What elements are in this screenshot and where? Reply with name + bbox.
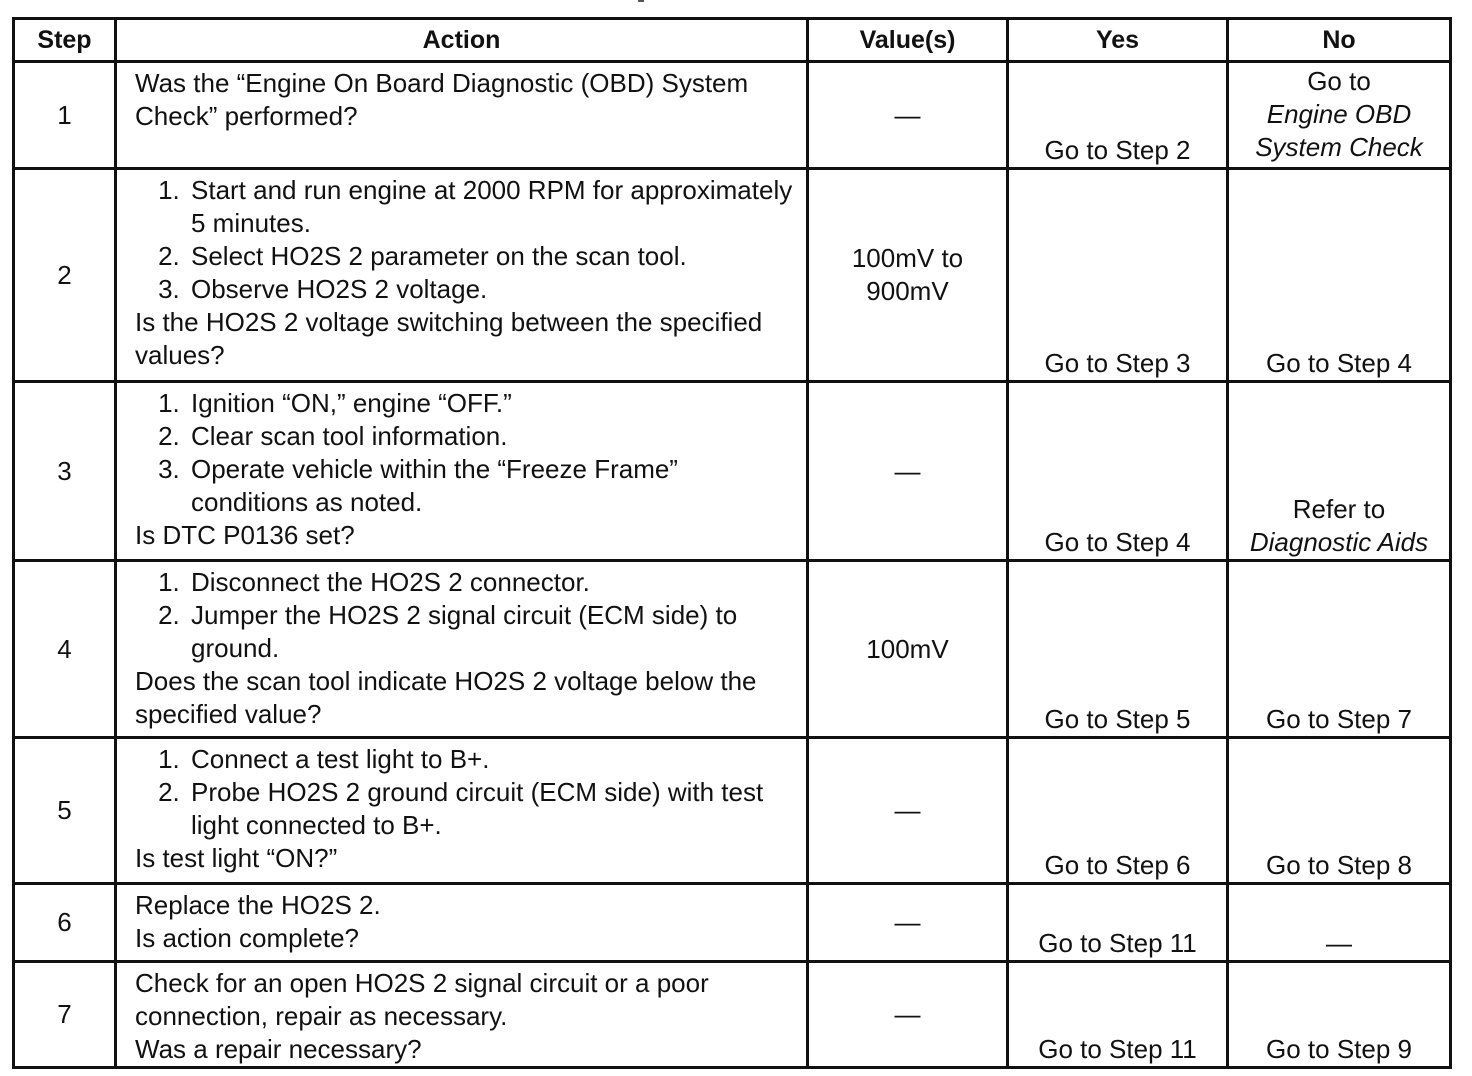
- table-row: [14, 169, 1451, 382]
- procedure-item: 2. Jumper the HO2S 2 signal circuit (ECM side) to ground.: [187, 599, 796, 665]
- procedure-list: [135, 566, 796, 665]
- step-number: 7: [14, 962, 116, 1068]
- header-action: Action: [116, 19, 808, 62]
- action-question: Is DTC P0136 set?: [135, 520, 355, 550]
- action-cell: [116, 382, 808, 561]
- step-number: 2: [14, 169, 116, 382]
- table-row: [14, 382, 1451, 561]
- procedure-item: 2. Clear scan tool information.: [187, 420, 796, 453]
- yes-cell: Go to Step 2: [1008, 62, 1228, 169]
- table-row: [14, 62, 1451, 169]
- no-reference: Diagnostic Aids: [1249, 527, 1429, 557]
- action-question: Does the scan tool indicate HO2S 2 voltage below the specified value?: [135, 666, 757, 729]
- procedure-list: [135, 743, 796, 842]
- no-text: Go to: [1307, 66, 1371, 96]
- diagnostic-table: [12, 17, 1452, 1069]
- procedure-item: 1. Connect a test light to B+.: [187, 743, 796, 776]
- step-number: 5: [14, 738, 116, 884]
- step-number: 3: [14, 382, 116, 561]
- action-question: Is action complete?: [135, 923, 360, 953]
- value-cell: —: [808, 62, 1008, 169]
- header-step: Step: [14, 19, 116, 62]
- table-row: [14, 884, 1451, 962]
- procedure-item: 1. Disconnect the HO2S 2 connector.: [187, 566, 796, 599]
- action-text: Replace the HO2S 2.: [135, 890, 381, 920]
- procedure-item: 3. Observe HO2S 2 voltage.: [187, 273, 796, 306]
- action-cell: [116, 62, 808, 169]
- yes-cell: Go to Step 11: [1008, 962, 1228, 1068]
- no-cell: —: [1228, 884, 1451, 962]
- action-question: Was a repair necessary?: [135, 1034, 422, 1064]
- procedure-list: [135, 387, 796, 519]
- value-cell: [808, 169, 1008, 382]
- header-values: Value(s): [808, 19, 1008, 62]
- yes-cell: Go to Step 6: [1008, 738, 1228, 884]
- value-cell: —: [808, 884, 1008, 962]
- table-row: [14, 738, 1451, 884]
- no-cell: [1228, 62, 1451, 169]
- value-cell: —: [808, 738, 1008, 884]
- header-yes: Yes: [1008, 19, 1228, 62]
- page-mark: [638, 0, 644, 2]
- action-cell: [116, 561, 808, 738]
- procedure-item: 1. Start and run engine at 2000 RPM for approximately 5 minutes.: [187, 174, 796, 240]
- action-cell: [116, 169, 808, 382]
- no-cell: [1228, 382, 1451, 561]
- no-cell: Go to Step 9: [1228, 962, 1451, 1068]
- procedure-item: 3. Operate vehicle within the “Freeze Frame” conditions as noted.: [187, 453, 796, 519]
- value-cell: 100mV: [808, 561, 1008, 738]
- action-text: Was the “Engine On Board Diagnostic (OBD) System Check” performed?: [135, 68, 749, 131]
- no-text: Refer to: [1292, 494, 1386, 524]
- action-question: Is test light “ON?”: [135, 843, 338, 873]
- action-text: Check for an open HO2S 2 signal circuit or a poor connection, repair as necessary.: [135, 968, 709, 1031]
- procedure-list: [135, 174, 796, 306]
- table-row: [14, 561, 1451, 738]
- action-cell: [116, 962, 808, 1068]
- procedure-item: 2. Probe HO2S 2 ground circuit (ECM side) with test light connected to B+.: [187, 776, 796, 842]
- no-reference: System Check: [1255, 132, 1423, 162]
- value-text: 900mV: [866, 276, 949, 306]
- header-row: [14, 19, 1451, 62]
- procedure-item: 1. Ignition “ON,” engine “OFF.”: [187, 387, 796, 420]
- header-no: No: [1228, 19, 1451, 62]
- action-cell: [116, 884, 808, 962]
- action-cell: [116, 738, 808, 884]
- value-cell: —: [808, 382, 1008, 561]
- yes-cell: Go to Step 3: [1008, 169, 1228, 382]
- value-text: 100mV to: [851, 243, 964, 273]
- no-cell: Go to Step 8: [1228, 738, 1451, 884]
- step-number: 4: [14, 561, 116, 738]
- no-reference: Engine OBD: [1266, 99, 1412, 129]
- procedure-item: 2. Select HO2S 2 parameter on the scan tool.: [187, 240, 796, 273]
- yes-cell: Go to Step 5: [1008, 561, 1228, 738]
- yes-cell: Go to Step 4: [1008, 382, 1228, 561]
- step-number: 1: [14, 62, 116, 169]
- table-row: [14, 962, 1451, 1068]
- action-question: Is the HO2S 2 voltage switching between the specified values?: [135, 307, 763, 370]
- no-cell: Go to Step 7: [1228, 561, 1451, 738]
- value-cell: —: [808, 962, 1008, 1068]
- yes-cell: Go to Step 11: [1008, 884, 1228, 962]
- step-number: 6: [14, 884, 116, 962]
- no-cell: Go to Step 4: [1228, 169, 1451, 382]
